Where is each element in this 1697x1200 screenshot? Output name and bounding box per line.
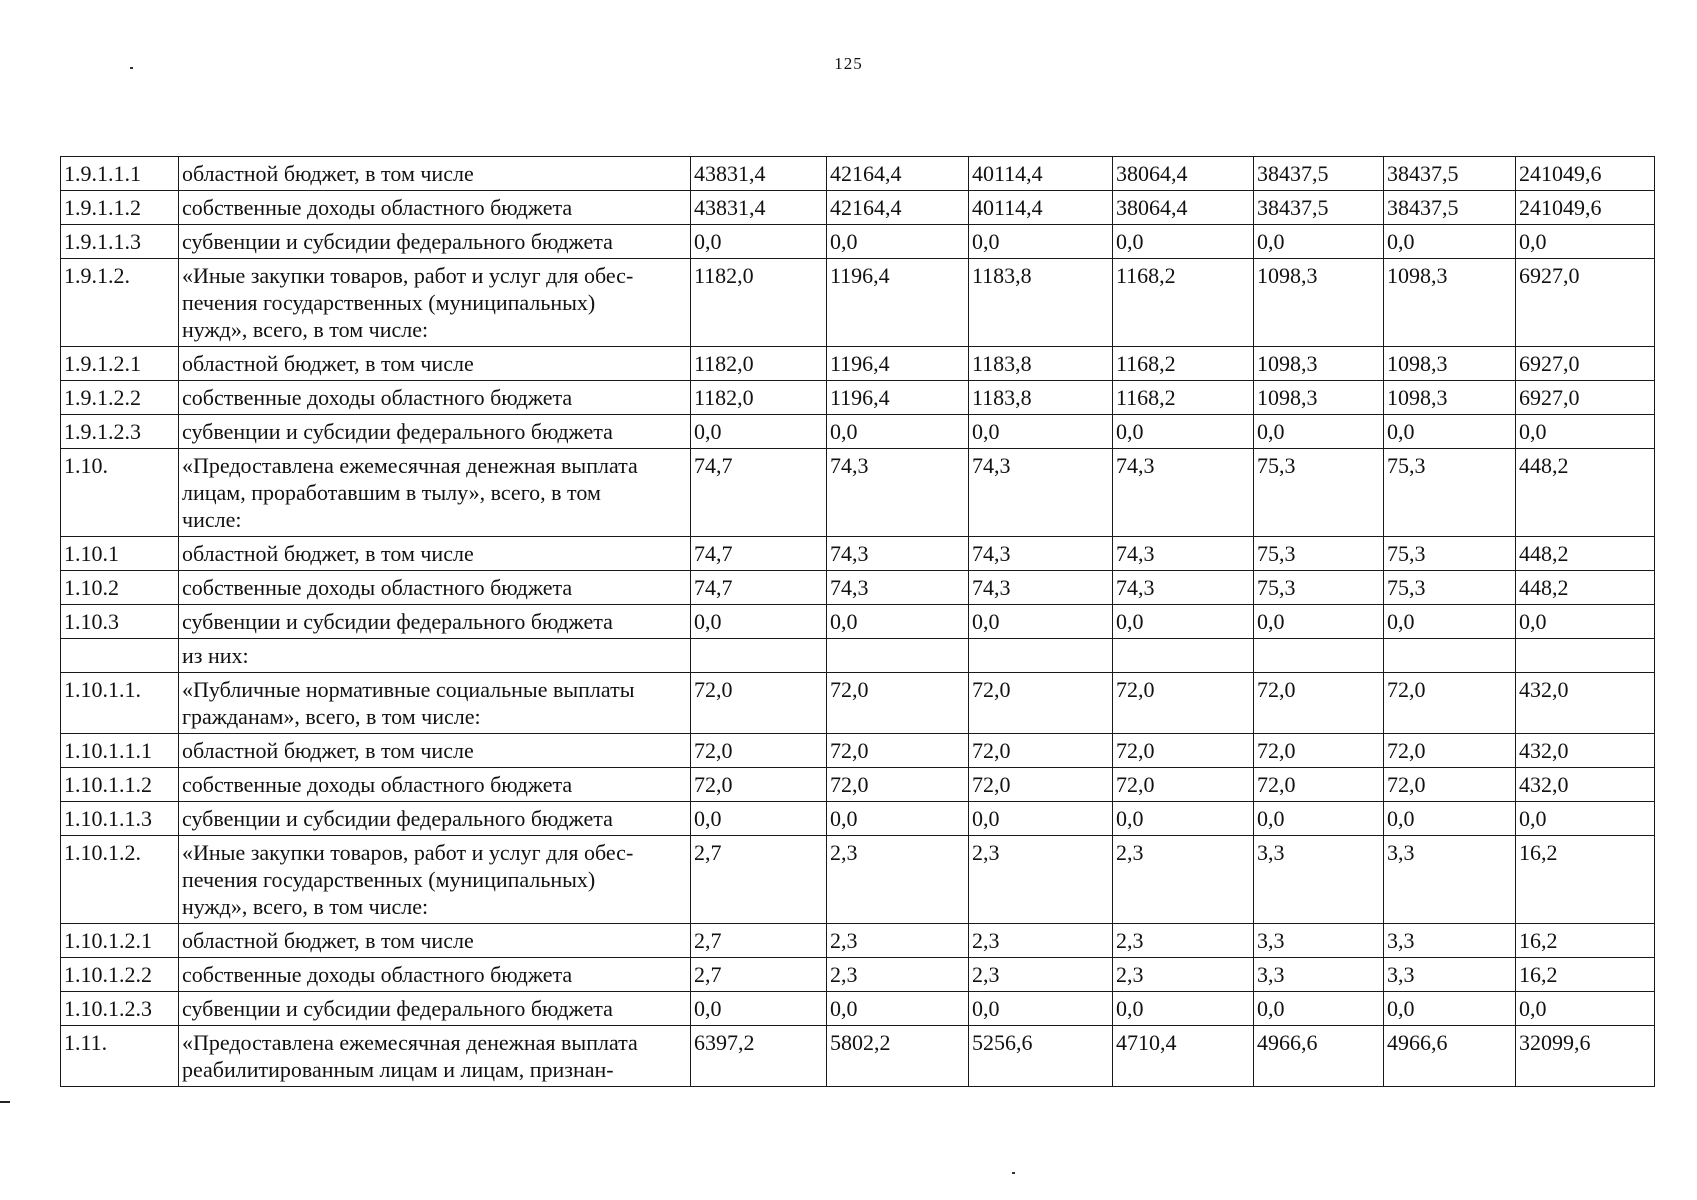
value-cell-col-1: 72,0 (691, 768, 827, 802)
value-cell-col-6 (1384, 639, 1516, 673)
value-cell-col-2: 2,3 (827, 958, 969, 992)
value-cell-col-6: 3,3 (1384, 836, 1516, 924)
value-cell-col-5: 1098,3 (1254, 259, 1384, 347)
table-row (61, 639, 1655, 673)
row-code-cell: 1.10.1 (61, 537, 179, 571)
row-description-cell: субвенции и субсидии федерального бюджета (179, 225, 691, 259)
value-cell-col-1: 2,7 (691, 836, 827, 924)
row-description-cell: собственные доходы областного бюджета (179, 768, 691, 802)
row-description-cell: собственные доходы областного бюджета (179, 958, 691, 992)
value-cell-col-1: 74,7 (691, 571, 827, 605)
value-cell-col-3: 2,3 (969, 958, 1113, 992)
value-cell-col-7: 6927,0 (1516, 381, 1655, 415)
value-cell-col-4: 1168,2 (1113, 347, 1254, 381)
value-cell-col-1: 1182,0 (691, 381, 827, 415)
value-cell-col-5: 75,3 (1254, 571, 1384, 605)
value-cell-col-3: 0,0 (969, 415, 1113, 449)
value-cell-col-6: 3,3 (1384, 924, 1516, 958)
value-cell-col-2: 1196,4 (827, 347, 969, 381)
value-cell-col-4: 38064,4 (1113, 191, 1254, 225)
value-cell-col-2: 72,0 (827, 734, 969, 768)
value-cell-col-7: 0,0 (1516, 605, 1655, 639)
value-cell-col-3: 72,0 (969, 673, 1113, 734)
value-cell-col-4: 4710,4 (1113, 1026, 1254, 1087)
value-cell-col-6: 1098,3 (1384, 259, 1516, 347)
value-cell-col-5: 4966,6 (1254, 1026, 1384, 1087)
value-cell-col-1: 74,7 (691, 449, 827, 537)
value-cell-col-5: 0,0 (1254, 415, 1384, 449)
value-cell-col-7: 16,2 (1516, 924, 1655, 958)
value-cell-col-5: 0,0 (1254, 802, 1384, 836)
value-cell-col-2: 1196,4 (827, 381, 969, 415)
value-cell-col-6: 3,3 (1384, 958, 1516, 992)
table-row (61, 347, 1655, 381)
row-code-cell: 1.10.1.2.3 (61, 992, 179, 1026)
value-cell-col-4: 38064,4 (1113, 157, 1254, 191)
value-cell-col-7: 448,2 (1516, 537, 1655, 571)
table-row (61, 768, 1655, 802)
row-description-cell: областной бюджет, в том числе (179, 537, 691, 571)
value-cell-col-3: 1183,8 (969, 259, 1113, 347)
value-cell-col-7: 432,0 (1516, 673, 1655, 734)
value-cell-col-5: 72,0 (1254, 673, 1384, 734)
value-cell-col-4: 72,0 (1113, 673, 1254, 734)
row-code-cell: 1.10.1.1.3 (61, 802, 179, 836)
value-cell-col-3: 0,0 (969, 802, 1113, 836)
value-cell-col-4: 74,3 (1113, 537, 1254, 571)
value-cell-col-4: 1168,2 (1113, 259, 1254, 347)
value-cell-col-3: 74,3 (969, 571, 1113, 605)
value-cell-col-3 (969, 639, 1113, 673)
value-cell-col-6: 75,3 (1384, 571, 1516, 605)
value-cell-col-3: 1183,8 (969, 347, 1113, 381)
value-cell-col-7: 6927,0 (1516, 259, 1655, 347)
value-cell-col-7: 448,2 (1516, 571, 1655, 605)
value-cell-col-2 (827, 639, 969, 673)
row-code-cell: 1.9.1.1.1 (61, 157, 179, 191)
value-cell-col-2: 0,0 (827, 992, 969, 1026)
row-code-cell: 1.9.1.2.1 (61, 347, 179, 381)
value-cell-col-7: 241049,6 (1516, 191, 1655, 225)
row-description-cell: областной бюджет, в том числе (179, 734, 691, 768)
row-code-cell: 1.10.1.2.1 (61, 924, 179, 958)
value-cell-col-1 (691, 639, 827, 673)
table-body (61, 157, 1655, 1087)
row-code-cell: 1.9.1.2.3 (61, 415, 179, 449)
row-description-cell: собственные доходы областного бюджета (179, 191, 691, 225)
value-cell-col-2: 72,0 (827, 673, 969, 734)
value-cell-col-6: 75,3 (1384, 537, 1516, 571)
value-cell-col-6: 0,0 (1384, 802, 1516, 836)
row-code-cell: 1.9.1.1.3 (61, 225, 179, 259)
value-cell-col-5: 72,0 (1254, 734, 1384, 768)
value-cell-col-5: 3,3 (1254, 836, 1384, 924)
value-cell-col-2: 74,3 (827, 571, 969, 605)
value-cell-col-5: 38437,5 (1254, 157, 1384, 191)
table-row (61, 673, 1655, 734)
value-cell-col-6: 72,0 (1384, 768, 1516, 802)
value-cell-col-7: 16,2 (1516, 836, 1655, 924)
value-cell-col-6: 38437,5 (1384, 157, 1516, 191)
value-cell-col-2: 5802,2 (827, 1026, 969, 1087)
value-cell-col-1: 74,7 (691, 537, 827, 571)
value-cell-col-5: 1098,3 (1254, 347, 1384, 381)
value-cell-col-1: 0,0 (691, 992, 827, 1026)
value-cell-col-2: 0,0 (827, 605, 969, 639)
value-cell-col-4: 2,3 (1113, 836, 1254, 924)
value-cell-col-5: 72,0 (1254, 768, 1384, 802)
value-cell-col-5: 0,0 (1254, 992, 1384, 1026)
row-code-cell: 1.9.1.2. (61, 259, 179, 347)
value-cell-col-4: 1168,2 (1113, 381, 1254, 415)
value-cell-col-4: 74,3 (1113, 449, 1254, 537)
value-cell-col-3: 0,0 (969, 225, 1113, 259)
table-row (61, 802, 1655, 836)
value-cell-col-7: 432,0 (1516, 734, 1655, 768)
row-description-cell: субвенции и субсидии федерального бюджета (179, 992, 691, 1026)
row-code-cell: 1.10.1.2.2 (61, 958, 179, 992)
value-cell-col-1: 1182,0 (691, 347, 827, 381)
table-row (61, 381, 1655, 415)
value-cell-col-3: 2,3 (969, 924, 1113, 958)
value-cell-col-7: 432,0 (1516, 768, 1655, 802)
value-cell-col-5: 0,0 (1254, 225, 1384, 259)
value-cell-col-3: 5256,6 (969, 1026, 1113, 1087)
row-code-cell: 1.10. (61, 449, 179, 537)
value-cell-col-2: 2,3 (827, 836, 969, 924)
value-cell-col-5: 0,0 (1254, 605, 1384, 639)
row-code-cell: 1.10.1.1.2 (61, 768, 179, 802)
table-row (61, 449, 1655, 537)
value-cell-col-1: 72,0 (691, 673, 827, 734)
budget-table (60, 156, 1655, 1087)
scan-speck (1012, 1172, 1015, 1174)
margin-mark (0, 1101, 10, 1103)
value-cell-col-3: 2,3 (969, 836, 1113, 924)
row-description-cell: субвенции и субсидии федерального бюджета (179, 605, 691, 639)
value-cell-col-1: 6397,2 (691, 1026, 827, 1087)
value-cell-col-7: 241049,6 (1516, 157, 1655, 191)
value-cell-col-5: 75,3 (1254, 449, 1384, 537)
value-cell-col-4: 0,0 (1113, 225, 1254, 259)
value-cell-col-3: 0,0 (969, 992, 1113, 1026)
value-cell-col-4: 0,0 (1113, 802, 1254, 836)
row-description-cell: областной бюджет, в том числе (179, 924, 691, 958)
value-cell-col-3: 72,0 (969, 734, 1113, 768)
value-cell-col-7 (1516, 639, 1655, 673)
value-cell-col-1: 2,7 (691, 924, 827, 958)
value-cell-col-2: 74,3 (827, 449, 969, 537)
row-code-cell: 1.10.1.2. (61, 836, 179, 924)
table-row (61, 415, 1655, 449)
table-row (61, 924, 1655, 958)
row-code-cell: 1.11. (61, 1026, 179, 1087)
value-cell-col-7: 32099,6 (1516, 1026, 1655, 1087)
row-description-cell: «Предоставлена ежемесячная денежная выплата реабилитированным лицам и лицам, признан- (179, 1026, 691, 1087)
table-row (61, 537, 1655, 571)
value-cell-col-2: 1196,4 (827, 259, 969, 347)
value-cell-col-4: 0,0 (1113, 605, 1254, 639)
value-cell-col-3: 40114,4 (969, 157, 1113, 191)
value-cell-col-5: 1098,3 (1254, 381, 1384, 415)
value-cell-col-6: 38437,5 (1384, 191, 1516, 225)
row-description-cell: субвенции и субсидии федерального бюджета (179, 415, 691, 449)
value-cell-col-4: 72,0 (1113, 768, 1254, 802)
row-code-cell: 1.9.1.1.2 (61, 191, 179, 225)
row-code-cell: 1.9.1.2.2 (61, 381, 179, 415)
value-cell-col-7: 16,2 (1516, 958, 1655, 992)
value-cell-col-6: 0,0 (1384, 415, 1516, 449)
value-cell-col-7: 0,0 (1516, 415, 1655, 449)
row-description-cell: «Иные закупки товаров, работ и услуг для обес- печения государственных (муниципальных) нужд», всего, в том числе: (179, 836, 691, 924)
value-cell-col-3: 74,3 (969, 449, 1113, 537)
row-code-cell: 1.10.1.1.1 (61, 734, 179, 768)
value-cell-col-1: 2,7 (691, 958, 827, 992)
value-cell-col-5 (1254, 639, 1384, 673)
value-cell-col-2: 2,3 (827, 924, 969, 958)
value-cell-col-7: 0,0 (1516, 225, 1655, 259)
table-row (61, 958, 1655, 992)
value-cell-col-6: 72,0 (1384, 734, 1516, 768)
value-cell-col-6: 0,0 (1384, 992, 1516, 1026)
page-number: 125 (834, 54, 863, 73)
value-cell-col-2: 0,0 (827, 415, 969, 449)
value-cell-col-5: 3,3 (1254, 958, 1384, 992)
value-cell-col-2: 42164,4 (827, 157, 969, 191)
table-row (61, 191, 1655, 225)
value-cell-col-3: 72,0 (969, 768, 1113, 802)
row-description-cell: областной бюджет, в том числе (179, 347, 691, 381)
row-description-cell: «Иные закупки товаров, работ и услуг для обес- печения государственных (муниципальных) нужд», всего, в том числе: (179, 259, 691, 347)
value-cell-col-4: 0,0 (1113, 415, 1254, 449)
row-description-cell: из них: (179, 639, 691, 673)
value-cell-col-3: 40114,4 (969, 191, 1113, 225)
value-cell-col-2: 0,0 (827, 802, 969, 836)
value-cell-col-2: 42164,4 (827, 191, 969, 225)
value-cell-col-6: 75,3 (1384, 449, 1516, 537)
value-cell-col-2: 0,0 (827, 225, 969, 259)
value-cell-col-1: 0,0 (691, 802, 827, 836)
value-cell-col-1: 0,0 (691, 415, 827, 449)
row-description-cell: «Публичные нормативные социальные выплаты гражданам», всего, в том числе: (179, 673, 691, 734)
value-cell-col-1: 43831,4 (691, 191, 827, 225)
table-row (61, 992, 1655, 1026)
table-row (61, 734, 1655, 768)
value-cell-col-4: 0,0 (1113, 992, 1254, 1026)
row-description-cell: субвенции и субсидии федерального бюджета (179, 802, 691, 836)
value-cell-col-7: 448,2 (1516, 449, 1655, 537)
table-row (61, 836, 1655, 924)
value-cell-col-6: 72,0 (1384, 673, 1516, 734)
value-cell-col-1: 1182,0 (691, 259, 827, 347)
value-cell-col-6: 4966,6 (1384, 1026, 1516, 1087)
value-cell-col-4 (1113, 639, 1254, 673)
value-cell-col-1: 72,0 (691, 734, 827, 768)
value-cell-col-7: 0,0 (1516, 992, 1655, 1026)
value-cell-col-2: 74,3 (827, 537, 969, 571)
row-description-cell: собственные доходы областного бюджета (179, 571, 691, 605)
table-row (61, 259, 1655, 347)
row-description-cell: «Предоставлена ежемесячная денежная выплата лицам, проработавшим в тылу», всего, в том числе: (179, 449, 691, 537)
value-cell-col-3: 0,0 (969, 605, 1113, 639)
table-row (61, 157, 1655, 191)
value-cell-col-4: 74,3 (1113, 571, 1254, 605)
row-code-cell (61, 639, 179, 673)
value-cell-col-4: 2,3 (1113, 958, 1254, 992)
row-description-cell: собственные доходы областного бюджета (179, 381, 691, 415)
table-row (61, 571, 1655, 605)
row-code-cell: 1.10.2 (61, 571, 179, 605)
table-row (61, 605, 1655, 639)
value-cell-col-7: 6927,0 (1516, 347, 1655, 381)
value-cell-col-5: 3,3 (1254, 924, 1384, 958)
value-cell-col-7: 0,0 (1516, 802, 1655, 836)
value-cell-col-6: 1098,3 (1384, 381, 1516, 415)
table-row (61, 1026, 1655, 1087)
value-cell-col-3: 1183,8 (969, 381, 1113, 415)
value-cell-col-6: 0,0 (1384, 225, 1516, 259)
row-description-cell: областной бюджет, в том числе (179, 157, 691, 191)
value-cell-col-1: 43831,4 (691, 157, 827, 191)
value-cell-col-6: 1098,3 (1384, 347, 1516, 381)
row-code-cell: 1.10.3 (61, 605, 179, 639)
row-code-cell: 1.10.1.1. (61, 673, 179, 734)
value-cell-col-3: 74,3 (969, 537, 1113, 571)
value-cell-col-1: 0,0 (691, 225, 827, 259)
value-cell-col-5: 38437,5 (1254, 191, 1384, 225)
scan-speck (130, 67, 133, 69)
value-cell-col-1: 0,0 (691, 605, 827, 639)
value-cell-col-4: 2,3 (1113, 924, 1254, 958)
table-row (61, 225, 1655, 259)
value-cell-col-2: 72,0 (827, 768, 969, 802)
value-cell-col-6: 0,0 (1384, 605, 1516, 639)
value-cell-col-4: 72,0 (1113, 734, 1254, 768)
value-cell-col-5: 75,3 (1254, 537, 1384, 571)
